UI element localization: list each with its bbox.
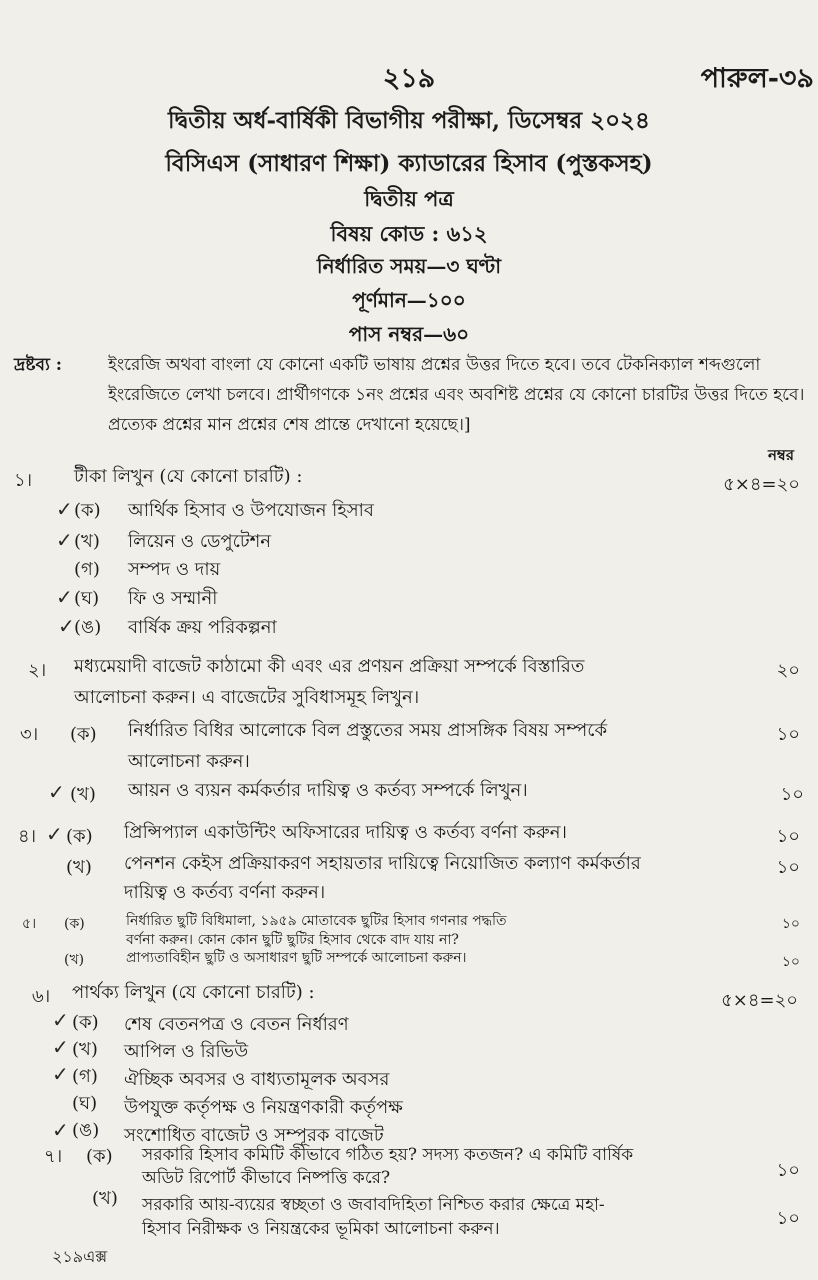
tick-mark-icon: ✓ xyxy=(56,585,73,609)
q5-a-marks: ১০ xyxy=(781,916,800,932)
full-marks: পূর্ণমান—১০০ xyxy=(352,288,466,312)
q3-b-marks: ১০ xyxy=(780,784,804,805)
tick-mark-icon: ✓ xyxy=(58,614,75,638)
q6-item-c: ঐচ্ছিক অবসর ও বাধ্যতামূলক অবসর xyxy=(124,1069,390,1090)
q3-b-label: (খ) xyxy=(70,784,96,805)
q7-b-line2: হিসাব নিরীক্ষক ও নিয়ন্ত্রকের ভূমিকা আলোচনা করুন। xyxy=(142,1219,500,1239)
q5-a-label: (ক) xyxy=(64,916,85,932)
q4-b-line2: দায়িত্ব ও কর্তব্য বর্ণনা করুন। xyxy=(124,882,326,903)
q6-marks: ৫×৪=২০ xyxy=(721,990,798,1011)
tick-mark-icon: ✓ xyxy=(56,528,73,552)
q3-a-line1: নির্ধারিত বিধির আলোকে বিল প্রস্তুতের সময় প্রাসঙ্গিক বিষয় সম্পর্কে xyxy=(128,720,608,741)
q1-item-a: আর্থিক হিসাব ও উপযোজন হিসাব xyxy=(128,500,374,521)
exam-title: দ্বিতীয় অর্ধ-বার্ষিকী বিভাগীয় পরীক্ষা, ডিসেম্বর ২০২৪ xyxy=(168,107,650,134)
question-code: ২১৯ xyxy=(382,63,436,94)
q2-line2: আলোচনা করুন। এ বাজেটের সুবিধাসমূহ লিখুন। xyxy=(74,687,420,708)
q1-item-a-label: (ক) xyxy=(74,500,101,521)
q1-number: ১। xyxy=(14,470,33,491)
q2-number: ২। xyxy=(28,660,47,681)
q6-item-b-label: (খ) xyxy=(72,1039,98,1060)
marks-column-header: নম্বর xyxy=(767,446,794,464)
q7-a-label: (ক) xyxy=(86,1146,113,1167)
note-text: ইংরেজি অথবা বাংলা যে কোনো একটি ভাষায় প্রশ্নের উত্তর দিতে হবে। তবে টেকনিক্যাল শব্দগুলো ইংরেজিতে লেখা চলবে। প্রার্থীগণকে ১নং প্রশ্নের এবং অবশিষ্ট প্রশ্নের যে কোনো চারটির উত্তর দিতে হবে। প্রত্যেক প্রশ্নের মান প্রশ্নের শেষ প্রান্তে দেখানো হয়েছে।] xyxy=(108,355,805,435)
q3-b-text: আয়ন ও ব্যয়ন কর্মকর্তার দায়িত্ব ও কর্তব্য সম্পর্কে লিখুন। xyxy=(128,780,528,801)
q1-item-c: সম্পদ ও দায় xyxy=(128,559,221,580)
q7-a-line1: সরকারি হিসাব কমিটি কীভাবে গঠিত হয়? সদস্য কতজন? এ কমিটি বার্ষিক xyxy=(142,1145,634,1165)
q7-a-marks: ১০ xyxy=(776,1160,800,1181)
q4-b-label: (খ) xyxy=(66,857,92,878)
q6-item-a: শেষ বেতনপত্র ও বেতন নির্ধারণ xyxy=(124,1014,349,1035)
tick-mark-icon: ✓ xyxy=(48,780,65,804)
q7-number: ৭। xyxy=(44,1146,63,1167)
q3-a-label: (ক) xyxy=(70,724,97,745)
q6-item-d: উপযুক্ত কর্তৃপক্ষ ও নিয়ন্ত্রণকারী কর্তৃপক্ষ xyxy=(124,1097,403,1118)
q6-item-c-label: (গ) xyxy=(72,1066,98,1087)
q5-a-line2: বর্ণনা করুন। কোন কোন ছুটি ছুটির হিসাব থেকে বাদ যায় না? xyxy=(126,932,459,948)
paper-title: দ্বিতীয় পত্র xyxy=(364,186,454,211)
q5-a-line1: নির্ধারিত ছুটি বিধিমালা, ১৯৫৯ মোতাবেক ছুটির হিসাব গণনার পদ্ধতি xyxy=(126,913,507,929)
q6-item-b: আপিল ও রিভিউ xyxy=(124,1041,249,1062)
q4-number: ৪। xyxy=(18,826,37,847)
q7-b-marks: ১০ xyxy=(776,1208,800,1229)
q5-b-label: (খ) xyxy=(64,952,85,968)
subject-code: বিষয় কোড : ৬১২ xyxy=(330,221,488,246)
q4-a-label: (ক) xyxy=(66,826,93,847)
q7-a-line2: অডিট রিপোর্ট কীভাবে নিষ্পত্তি করে? xyxy=(142,1168,391,1188)
q6-item-e: সংশোধিত বাজেট ও সম্পূরক বাজেট xyxy=(124,1125,384,1146)
q3-a-line2: আলোচনা করুন। xyxy=(128,751,250,772)
q6-item-d-label: (ঘ) xyxy=(72,1093,98,1114)
q4-b-marks: ১০ xyxy=(776,857,800,878)
tick-mark-icon: ✓ xyxy=(52,1062,69,1086)
q1-item-d: ফি ও সম্মানী xyxy=(128,588,218,609)
tick-mark-icon: ✓ xyxy=(52,1008,69,1032)
q2-line1: মধ্যমেয়াদী বাজেট কাঠামো কী এবং এর প্রণয়ন প্রক্রিয়া সম্পর্কে বিস্তারিত xyxy=(74,656,585,677)
q7-b-label: (খ) xyxy=(92,1188,118,1209)
q1-item-c-label: (গ) xyxy=(74,559,100,580)
q1-text: টীকা লিখুন (যে কোনো চারটি) : xyxy=(74,466,303,487)
q3-a-marks: ১০ xyxy=(776,724,800,745)
q4-b-line1: পেনশন কেইস প্রক্রিয়াকরণ সহায়তার দায়িত্বে নিয়োজিত কল্যাণ কর্মকর্তার xyxy=(124,853,641,874)
q1-item-e: বার্ষিক ক্রয় পরিকল্পনা xyxy=(128,617,277,638)
tick-mark-icon: ✓ xyxy=(52,1035,69,1059)
tick-mark-icon: ✓ xyxy=(52,1118,69,1142)
q4-a-marks: ১০ xyxy=(776,826,800,847)
q6-item-a-label: (ক) xyxy=(72,1012,99,1033)
q6-text: পার্থক্য লিখুন (যে কোনো চারটি) : xyxy=(72,982,315,1003)
q4-a-text: প্রিন্সিপ্যাল একাউন্টিং অফিসারের দায়িত্ব ও কর্তব্য বর্ণনা করুন। xyxy=(124,822,567,843)
q5-b-marks: ১০ xyxy=(781,954,800,970)
exam-time: নির্ধারিত সময়—৩ ঘণ্টা xyxy=(316,254,502,278)
set-name: পারুল-৩৯ xyxy=(700,63,814,94)
q7-b-line1: সরকারি আয়-ব্যয়ের স্বচ্ছতা ও জবাবদিহিতা নিশ্চিত করার ক্ষেত্রে মহা- xyxy=(142,1195,605,1215)
q1-item-b: লিয়েন ও ডেপুটেশন xyxy=(128,531,272,552)
q1-item-e-label: (ঙ) xyxy=(74,617,102,638)
q1-item-b-label: (খ) xyxy=(74,531,100,552)
pass-marks: পাস নম্বর—৬০ xyxy=(348,322,470,346)
q6-number: ৬। xyxy=(32,986,51,1007)
tick-mark-icon: ✓ xyxy=(46,822,63,846)
footer-code: ২১৯এক্স xyxy=(52,1247,108,1266)
q6-item-e-label: (ঙ) xyxy=(72,1120,100,1141)
cadre-title: বিসিএস (সাধারণ শিক্ষা) ক্যাডারের হিসাব (পুস্তকসহ) xyxy=(165,150,653,177)
q2-marks: ২০ xyxy=(776,660,800,681)
q5-b-text: প্রাপ্যতাবিহীন ছুটি ও অসাধারণ ছুটি সম্পর্কে আলোচনা করুন। xyxy=(126,950,467,966)
q3-number: ৩। xyxy=(20,724,39,745)
q5-number: ৫। xyxy=(22,916,37,932)
note-label: দ্রষ্টব্য : xyxy=(14,355,63,375)
tick-mark-icon: ✓ xyxy=(56,497,73,521)
q1-item-d-label: (ঘ) xyxy=(74,588,100,609)
q1-marks: ৫×৪=২০ xyxy=(723,474,800,495)
